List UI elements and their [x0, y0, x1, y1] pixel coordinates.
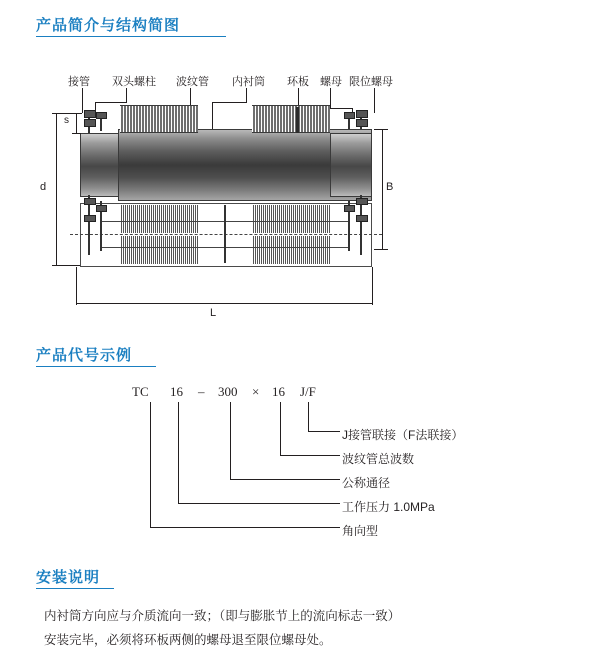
dim-tick-d-top: [52, 113, 82, 114]
section-nut-right-c: [344, 205, 355, 212]
code-token-times: ×: [252, 384, 260, 399]
section-bellows-left-lower: [120, 236, 198, 264]
code-token-16a: 16: [170, 384, 183, 399]
dim-label-s: s: [64, 115, 69, 126]
section-nut-right-a: [356, 198, 368, 205]
callout-label-shuangtouluozhu: 双头螺柱: [112, 76, 156, 88]
section-nut-left-c: [96, 205, 107, 212]
code-token-16b: 16: [272, 384, 285, 399]
dim-line-d: [56, 113, 57, 265]
dim-line-s: [76, 113, 77, 133]
code-leader-h-tc: [150, 527, 340, 528]
ring-plate-upper: [296, 107, 299, 133]
section-underline-structure: [36, 36, 226, 37]
section-bellows-left-upper: [120, 205, 198, 233]
callout-label-jieguan: 接管: [68, 76, 90, 88]
code-leader-v-300: [230, 402, 231, 480]
leader-line-jieguan: [82, 88, 83, 113]
section-centerline: [70, 234, 382, 235]
leader-line-neichentong-h: [212, 102, 247, 103]
pipe-end-left: [80, 133, 122, 197]
code-token-300: 300: [218, 384, 238, 399]
section-nut-left-b: [84, 215, 96, 222]
dim-label-b: B: [386, 181, 394, 193]
product-code-example: [0, 370, 600, 550]
code-desc-connection: J接管联接（F法联接）: [342, 428, 464, 442]
code-leader-v-tc: [150, 402, 151, 528]
callout-label-xianweiluomu: 限位螺母: [349, 76, 393, 88]
dim-tick-b-top: [374, 129, 388, 130]
section-title-install: 安装说明: [36, 569, 101, 586]
nut-upper-left-a: [84, 110, 96, 118]
dim-tick-s-bottom: [72, 133, 81, 134]
bellows-upper-left: [120, 105, 198, 133]
nut-upper-left-b: [84, 119, 96, 127]
nut-upper-left-c: [96, 112, 107, 119]
dim-line-l: [76, 267, 77, 305]
code-leader-v-jf: [308, 402, 309, 432]
leader-line-neichentong-v2: [212, 102, 213, 130]
leader-line-neichentong: [246, 88, 247, 102]
section-nut-left-a: [84, 198, 96, 205]
structure-diagram: [0, 55, 600, 319]
leader-line-xianweiluomu: [374, 88, 375, 113]
section-ring-plate: [224, 205, 226, 263]
code-leader-h-16b: [280, 455, 340, 456]
callout-label-neichentong: 内衬筒: [232, 76, 265, 88]
dim-tick-d-bottom: [52, 265, 82, 266]
code-desc-type: 角向型: [342, 524, 379, 538]
install-note-2: 安装完毕，必须将环板两侧的螺母退至限位螺母处。: [44, 633, 332, 647]
code-token-tc: TC: [132, 384, 149, 399]
section-underline-code: [36, 366, 156, 367]
code-leader-h-300: [230, 479, 340, 480]
code-desc-waves: 波纹管总波数: [342, 452, 415, 466]
section-underline-install: [36, 588, 114, 589]
leader-line-luomu-h: [330, 108, 352, 109]
code-desc-pressure: 工作压力 1.0MPa: [342, 500, 435, 514]
nut-upper-right-a: [356, 110, 368, 118]
leader-line-shuangtouluozhu: [126, 88, 127, 102]
code-token-jf: J/F: [300, 384, 316, 399]
code-leader-h-16a: [178, 503, 340, 504]
code-desc-diameter: 公称通径: [342, 476, 391, 490]
dim-label-d: d: [40, 181, 47, 193]
code-token-dash: –: [198, 384, 205, 399]
section-nut-right-b: [356, 215, 368, 222]
dim-line-l-right: [372, 267, 373, 305]
section-bellows-right-lower: [252, 236, 330, 264]
callout-label-bowenguan: 波纹管: [176, 76, 209, 88]
bellows-upper-right: [252, 105, 330, 133]
code-leader-h-jf: [308, 431, 340, 432]
pipe-end-right: [330, 133, 372, 197]
nut-upper-right-b: [356, 119, 368, 127]
callout-label-huanban: 环板: [287, 76, 309, 88]
leader-line-luomu: [330, 88, 331, 108]
section-title-structure: 产品简介与结构简图: [36, 17, 181, 34]
install-note-1: 内衬筒方向应与介质流向一致；（即与膨胀节上的流向标志一致）: [44, 609, 401, 623]
code-leader-v-16a: [178, 402, 179, 504]
nut-upper-right-c: [344, 112, 355, 119]
dim-line-b: [382, 129, 383, 249]
dim-tick-b-bottom: [374, 249, 388, 250]
section-bellows-right-upper: [252, 205, 330, 233]
section-title-code: 产品代号示例: [36, 347, 133, 364]
code-leader-v-16b: [280, 402, 281, 456]
dim-label-l: L: [210, 307, 217, 319]
callout-label-luomu: 螺母: [320, 76, 342, 88]
leader-line-shuangtouluozhu-h: [95, 102, 127, 103]
dim-arrow-l: [76, 303, 373, 304]
